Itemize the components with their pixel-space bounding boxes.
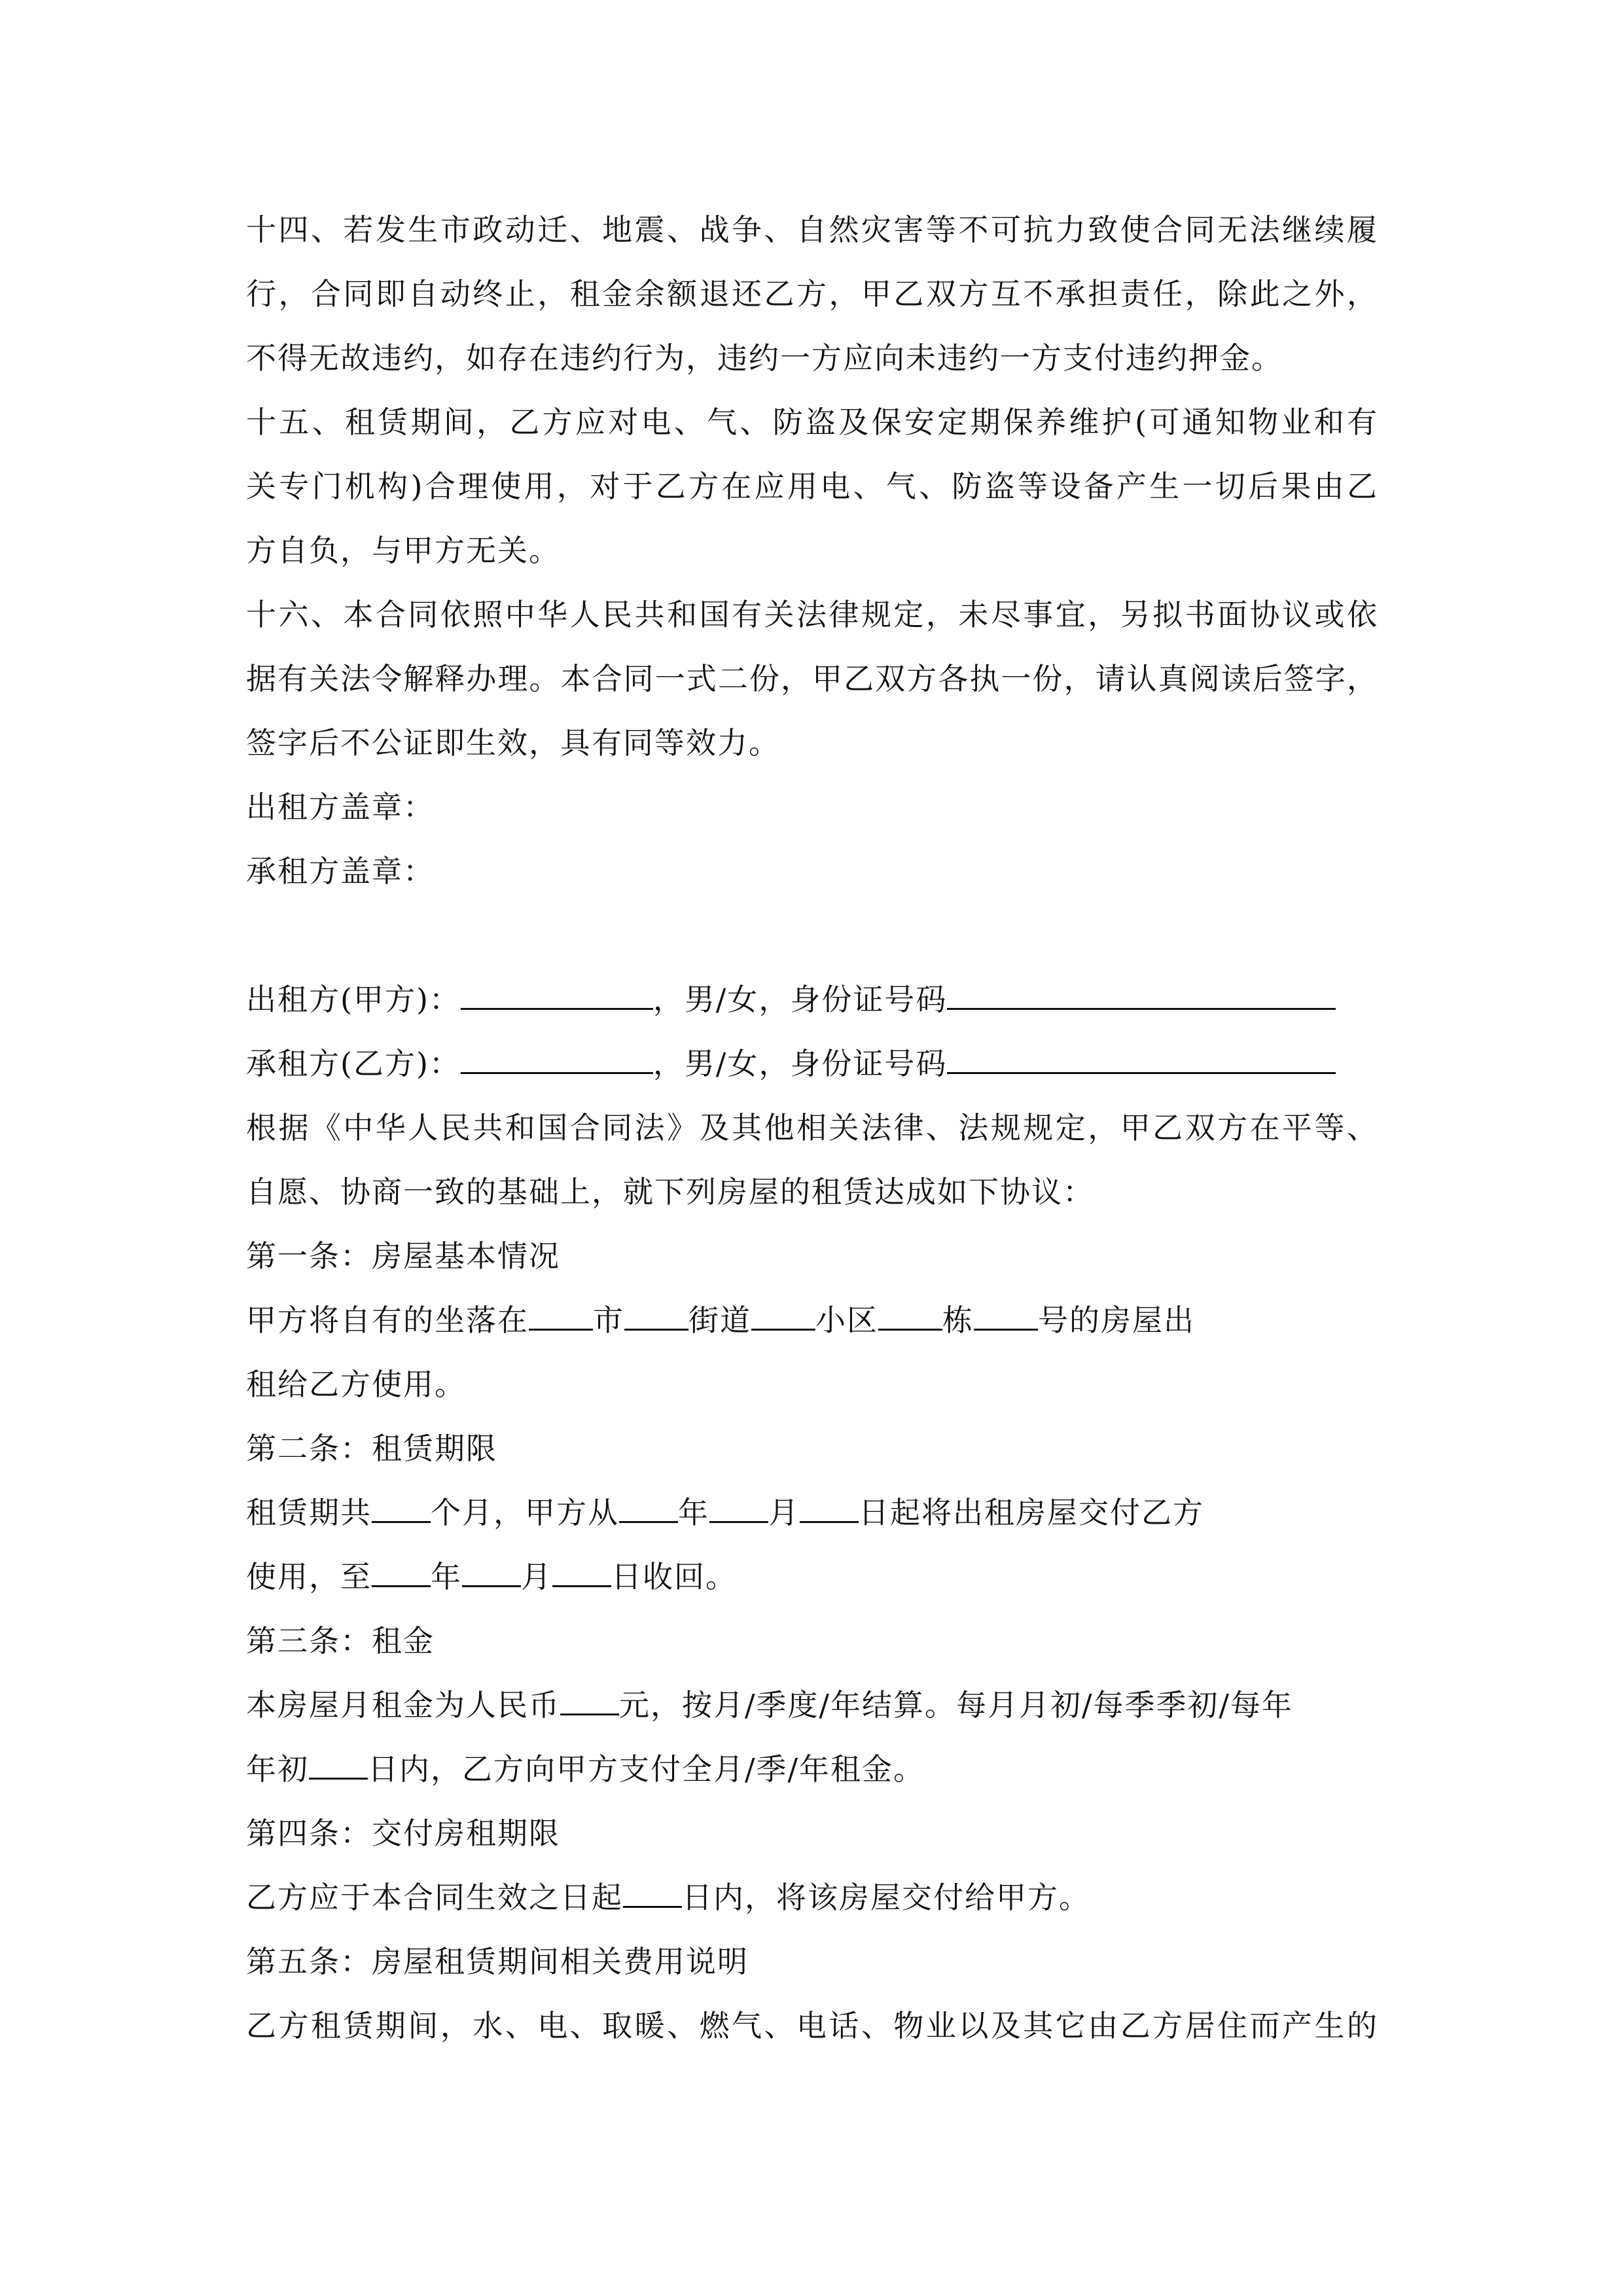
clause-14-line-2: 行，合同即自动终止，租金余额退还乙方，甲乙双方互不承担责任，除此之外， (246, 276, 1378, 312)
article-1-text-unit: 号的房屋出 (1038, 1302, 1195, 1338)
article-1-line-2: 租给乙方使用。 (246, 1367, 466, 1402)
start-month-blank[interactable] (709, 1495, 768, 1523)
end-day-blank[interactable] (552, 1559, 611, 1587)
lessee-party-line (246, 1031, 1378, 1096)
article-2-title: 第二条：租赁期限 (246, 1431, 497, 1466)
street-blank[interactable] (624, 1302, 688, 1331)
article-3-line-1 (246, 1673, 1378, 1737)
lessee-id-number-blank[interactable] (947, 1046, 1336, 1074)
clause-16-line-2: 据有关法令解释办理。本合同一式二份，甲乙双方各执一份，请认真阅读后签字， (246, 661, 1378, 696)
clause-16-line-1: 十六、本合同依照中华人民共和国有关法律规定，未尽事宜，另拟书面协议或依 (246, 597, 1378, 632)
article-2-text-month: 月 (768, 1495, 800, 1530)
lessor-party-line (246, 967, 1378, 1031)
article-2-text-term: 租赁期共 (246, 1495, 372, 1530)
article-1-text-building: 栋 (942, 1302, 974, 1338)
clause-14-line-1: 十四、若发生市政动迁、地震、战争、自然灾害等不可抗力致使合同无法继续履 (246, 212, 1378, 247)
article-1-text-city: 市 (593, 1302, 624, 1338)
clause-14-line-3: 不得无故违约，如存在违约行为，违约一方应向未违约一方支付违约押金。 (246, 340, 1283, 376)
article-3-text-rent: 本房屋月租金为人民币 (246, 1687, 560, 1723)
payment-days-blank[interactable] (309, 1751, 368, 1780)
article-2-text-handover: 日起将出租房屋交付乙方 (859, 1495, 1204, 1530)
lessor-id-number-blank[interactable] (947, 982, 1336, 1010)
article-3-text-year-start: 年初 (246, 1751, 309, 1787)
lessor-name-blank[interactable] (461, 982, 653, 1010)
clause-15-line-1: 十五、租赁期间，乙方应对电、气、防盗及保安定期保养维护(可通知物业和有 (246, 404, 1378, 440)
article-4-text-handover: 日内，将该房屋交付给甲方。 (682, 1880, 1090, 1915)
article-2-text-return: 日收回。 (611, 1559, 737, 1594)
section-gap (246, 903, 1378, 967)
article-4-line-1 (246, 1865, 1378, 1929)
article-3-text-settlement: 元，按月/季度/年结算。每月月初/每季季初/每年 (619, 1687, 1293, 1723)
building-blank[interactable] (878, 1302, 942, 1331)
city-blank[interactable] (529, 1302, 593, 1331)
article-1-text-location: 甲方将自有的坐落在 (246, 1302, 529, 1338)
clause-16-line-3: 签字后不公证即生效，具有同等效力。 (246, 725, 780, 761)
handover-days-blank[interactable] (623, 1880, 682, 1908)
article-1-text-street: 街道 (688, 1302, 751, 1338)
article-1-title: 第一条：房屋基本情况 (246, 1238, 560, 1274)
article-3-text-payment: 日内，乙方向甲方支付全月/季/年租金。 (368, 1751, 925, 1787)
start-day-blank[interactable] (800, 1495, 859, 1523)
lessee-party-label: 承租方(乙方)： (246, 1046, 461, 1081)
clause-15-line-2: 关专门机构)合理使用，对于乙方在应用电、气、防盗等设备产生一切后果由乙 (246, 469, 1378, 504)
article-4-title: 第四条：交付房租期限 (246, 1816, 560, 1851)
article-1-text-community: 小区 (815, 1302, 878, 1338)
article-5-line-1: 乙方租赁期间，水、电、取暖、燃气、电话、物业以及其它由乙方居住而产生的 (246, 2008, 1378, 2043)
article-2-line-1 (246, 1480, 1378, 1545)
end-year-blank[interactable] (372, 1559, 431, 1587)
intro-line-1: 根据《中华人民共和国合同法》及其他相关法律、法规规定，甲乙双方在平等、 (246, 1110, 1378, 1145)
start-year-blank[interactable] (619, 1495, 678, 1523)
document-body (246, 198, 1378, 2058)
article-3-line-2 (246, 1737, 1378, 1801)
lessee-name-blank[interactable] (461, 1046, 653, 1074)
article-2-text-until: 使用，至 (246, 1559, 372, 1594)
monthly-rent-blank[interactable] (560, 1687, 619, 1715)
clause-15-line-3: 方自负，与甲方无关。 (246, 533, 560, 568)
article-2-line-2 (246, 1545, 1378, 1609)
end-month-blank[interactable] (462, 1559, 521, 1587)
lessor-gender-id-label: ，男/女，身份证号码 (652, 982, 948, 1017)
unit-number-blank[interactable] (974, 1302, 1038, 1331)
lessor-seal-label: 出租方盖章： (246, 789, 435, 825)
lessee-seal-label: 承租方盖章： (246, 853, 435, 889)
article-1-line-1 (246, 1288, 1378, 1352)
lessor-party-label: 出租方(甲方)： (246, 982, 461, 1017)
article-3-title: 第三条：租金 (246, 1623, 435, 1659)
lessee-gender-id-label: ，男/女，身份证号码 (652, 1046, 948, 1081)
article-4-text-effective: 乙方应于本合同生效之日起 (246, 1880, 623, 1915)
article-2-text-from: 个月，甲方从 (431, 1495, 619, 1530)
community-blank[interactable] (751, 1302, 815, 1331)
article-2-text-end-month: 月 (521, 1559, 552, 1594)
article-2-text-end-year: 年 (431, 1559, 462, 1594)
intro-line-2: 自愿、协商一致的基础上，就下列房屋的租赁达成如下协议： (246, 1174, 1094, 1210)
lease-months-blank[interactable] (372, 1495, 431, 1523)
article-5-title: 第五条：房屋租赁期间相关费用说明 (246, 1944, 749, 1979)
article-2-text-year: 年 (678, 1495, 709, 1530)
